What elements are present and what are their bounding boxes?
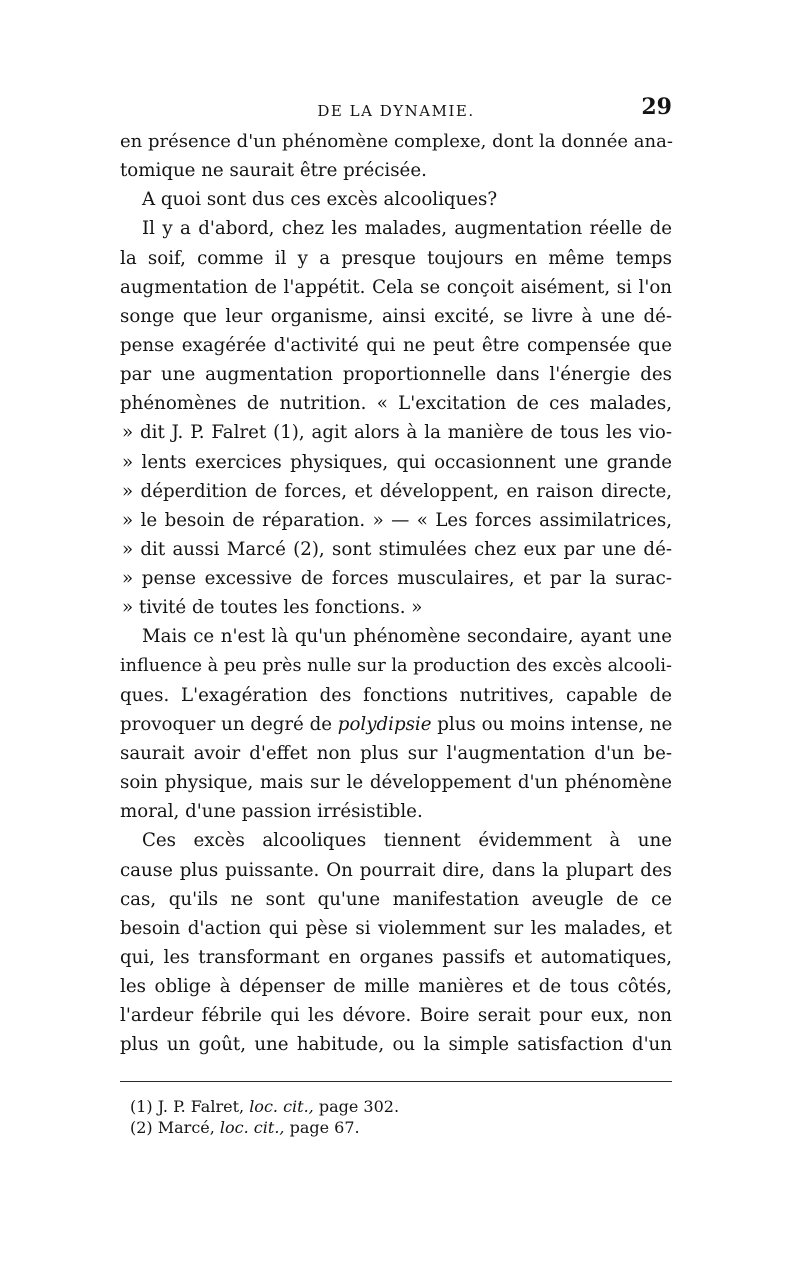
text-segment: plus ou moins intense, ne: [431, 713, 673, 735]
text-line: pense exagérée d'activité qui ne peut être compensée que: [120, 334, 672, 356]
footnote-divider: [120, 1081, 672, 1082]
text-line: Mais ce n'est là qu'un phénomène secondaire, ayant une: [142, 626, 672, 648]
quoted-line: » dit aussi Marcé (2), sont stimulées chez eux par une dé-: [122, 538, 672, 560]
quoted-line: » tivité de toutes les fonctions. »: [122, 597, 423, 619]
quoted-line: » lents exercices physiques, qui occasionnent une grande: [122, 451, 672, 473]
quoted-line: » pense excessive de forces musculaires, et par la surac-: [122, 568, 672, 590]
running-head: [120, 92, 672, 126]
footnote-text: (2) Marcé,: [130, 1118, 220, 1137]
text-line: la soif, comme il y a presque toujours en même temps: [120, 247, 672, 269]
text-line: phénomènes de nutrition. « L'excitation de ces malades,: [120, 393, 672, 415]
text-line: les oblige à dépenser de mille manières et de tous côtés,: [120, 976, 672, 998]
text-line: Il y a d'abord, chez les malades, augmentation réelle de: [142, 218, 672, 240]
text-line: influence à peu près nulle sur la production des excès alcooli-: [120, 655, 672, 676]
text-line: cas, qu'ils ne sont qu'une manifestation aveugle de ce: [120, 888, 672, 910]
footnote-italic: loc. cit.,: [249, 1097, 314, 1116]
text-line: par une augmentation proportionnelle dans l'énergie des: [120, 364, 672, 386]
text-line: A quoi sont dus ces excès alcooliques?: [142, 189, 498, 211]
body-text: [120, 127, 672, 1060]
quoted-line: » dit J. P. Falret (1), agit alors à la manière de tous les vio-: [122, 422, 672, 444]
footnote-text: page 302.: [313, 1097, 400, 1116]
text-line: l'ardeur fébrile qui les dévore. Boire serait pour eux, non: [120, 1005, 672, 1027]
running-title: DE LA DYNAMIE.: [317, 102, 475, 120]
text-line: songe que leur organisme, ainsi excité, se livre à une dé-: [120, 305, 672, 327]
quoted-line: » déperdition de forces, et développent, en raison directe,: [122, 480, 672, 502]
text-line: augmentation de l'appétit. Cela se conçoit aisément, si l'on: [120, 276, 672, 298]
text-line: qui, les transformant en organes passifs et automatiques,: [120, 946, 672, 968]
text-line: plus un goût, une habitude, ou la simple satisfaction d'un: [120, 1034, 672, 1056]
text-line: moral, d'une passion irrésistible.: [120, 801, 423, 823]
footnote-italic: loc. cit.,: [219, 1118, 285, 1137]
page-number: 29: [641, 94, 672, 120]
footnote-text: (1) J. P. Falret,: [130, 1097, 250, 1116]
text-line: en présence d'un phénomène complexe, dont la donnée ana-: [120, 131, 673, 152]
quoted-line: » le besoin de réparation. » — « Les forces assimilatrices,: [122, 509, 672, 531]
footnotes: [130, 1096, 650, 1138]
text-line: ques. L'exagération des fonctions nutritives, capable de: [120, 684, 672, 706]
italic-term: polydipsie: [337, 713, 432, 735]
footnote-text: page 67.: [284, 1118, 360, 1137]
footnote-1: [130, 1096, 650, 1117]
text-line: besoin d'action qui pèse si violemment sur les malades, et: [120, 917, 672, 939]
text-line: saurait avoir d'effet non plus sur l'augmentation d'un be-: [120, 742, 672, 764]
text-line: soin physique, mais sur le développement d'un phénomène: [120, 772, 672, 794]
text-line: Ces excès alcooliques tiennent évidemment à une: [142, 830, 672, 852]
text-line: [120, 710, 672, 739]
text-line: cause plus puissante. On pourrait dire, dans la plupart des: [120, 859, 672, 881]
text-line: tomique ne saurait être précisée.: [120, 160, 427, 182]
text-segment: provoquer un degré de: [120, 713, 338, 735]
footnote-2: [130, 1117, 650, 1138]
